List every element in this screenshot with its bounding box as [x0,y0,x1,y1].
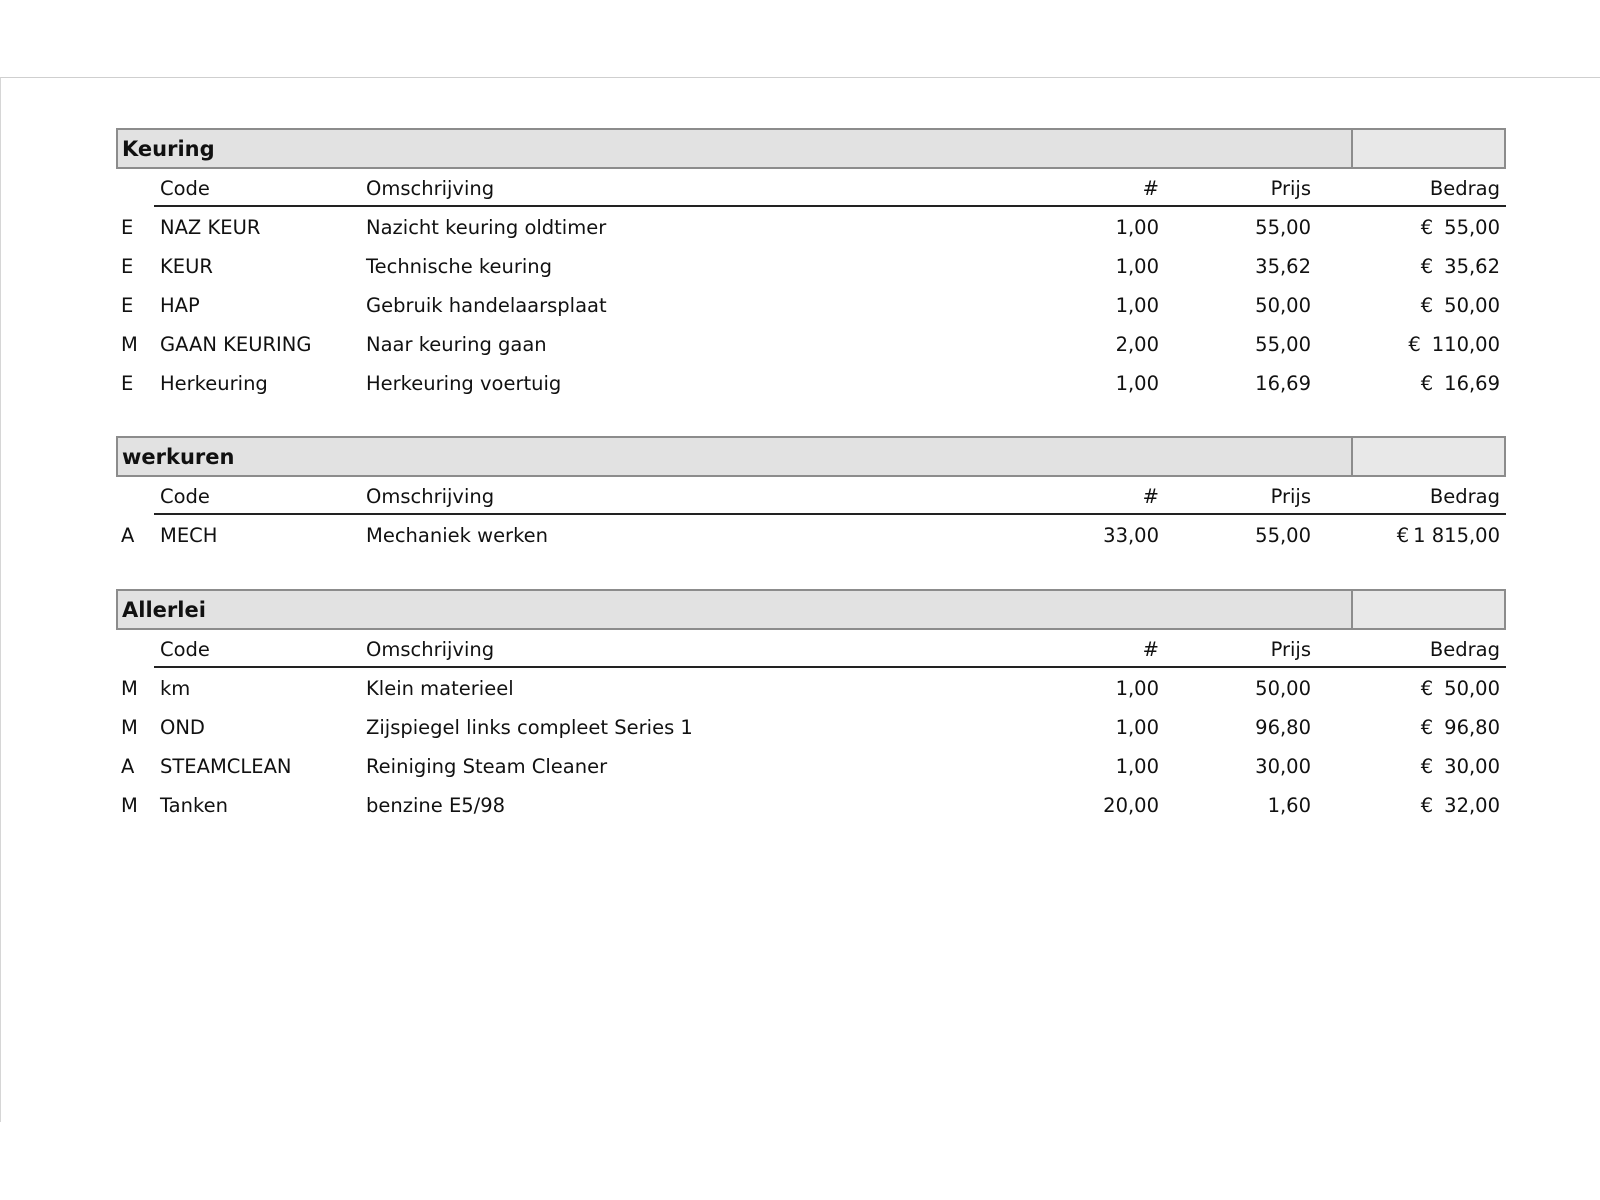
row-qty: 1,00 [1115,755,1159,778]
row-type: E [121,372,134,395]
document-page [0,77,1600,1122]
row-type: M [121,333,138,356]
column-header-row [116,477,1506,515]
amount-value: 55,00 [1444,216,1500,239]
column-header-description: Omschrijving [366,177,495,200]
section-title: werkuren [122,445,235,469]
table-row [116,246,1506,285]
row-qty: 1,00 [1115,716,1159,739]
column-header-description: Omschrijving [366,485,495,508]
row-price: 16,69 [1255,372,1311,395]
row-qty: 20,00 [1103,794,1159,817]
row-code: Tanken [160,794,228,817]
row-type: A [121,755,135,778]
table-row [116,285,1506,324]
column-header-code: Code [160,485,210,508]
row-amount [1408,333,1500,356]
row-type: A [121,524,135,547]
column-header-qty: # [1142,485,1159,508]
row-amount [1421,372,1500,395]
column-header-price: Prijs [1270,485,1311,508]
section-title: Allerlei [122,598,206,622]
row-qty: 33,00 [1103,524,1159,547]
row-type: E [121,255,134,278]
row-description: Naar keuring gaan [366,333,547,356]
table-row [116,746,1506,785]
row-price: 35,62 [1255,255,1311,278]
currency-symbol: € [1420,216,1434,239]
row-qty: 1,00 [1115,294,1159,317]
column-header-amount: Bedrag [1429,485,1500,508]
column-header-qty: # [1142,177,1159,200]
row-description: benzine E5/98 [366,794,506,817]
row-price: 30,00 [1255,755,1311,778]
row-price: 55,00 [1255,524,1311,547]
row-code: NAZ KEUR [160,216,261,239]
row-amount [1421,216,1500,239]
amount-value: 50,00 [1444,294,1500,317]
currency-symbol: € [1408,333,1421,356]
row-description: Zijspiegel links compleet Series 1 [366,716,693,739]
section-allerlei [116,589,1506,824]
row-code: STEAMCLEAN [160,755,292,778]
row-code: GAAN KEURING [160,333,312,356]
row-type: E [121,294,134,317]
row-type: M [121,716,138,739]
section-total-box [1351,591,1504,628]
amount-value: 110,00 [1431,333,1500,356]
section-header [116,436,1506,477]
column-header-code: Code [160,177,210,200]
section-title: Keuring [122,137,215,161]
table-row [116,207,1506,246]
row-code: Herkeuring [160,372,268,395]
column-header-price: Prijs [1270,177,1311,200]
row-amount [1421,677,1500,700]
amount-value: 30,00 [1444,755,1500,778]
table-row [116,363,1506,402]
currency-symbol: € [1420,716,1434,739]
column-header-row [116,169,1506,207]
row-description: Mechaniek werken [366,524,549,547]
row-amount [1421,716,1500,739]
currency-symbol: € [1420,755,1434,778]
row-description: Nazicht keuring oldtimer [366,216,607,239]
row-description: Herkeuring voertuig [366,372,562,395]
currency-symbol: € [1420,794,1434,817]
row-amount [1397,524,1500,547]
row-amount [1421,255,1500,278]
row-description: Gebruik handelaarsplaat [366,294,607,317]
row-code: KEUR [160,255,213,278]
row-code: MECH [160,524,218,547]
column-header-row [116,630,1506,668]
row-amount [1421,755,1500,778]
row-amount [1421,794,1500,817]
currency-symbol: € [1420,677,1434,700]
column-header-qty: # [1142,638,1159,661]
row-price: 50,00 [1255,294,1311,317]
row-description: Technische keuring [366,255,553,278]
row-type: M [121,677,138,700]
table-row [116,707,1506,746]
row-qty: 2,00 [1115,333,1159,356]
page-background-bottom [0,1122,1600,1200]
row-qty: 1,00 [1115,677,1159,700]
column-header-code: Code [160,638,210,661]
row-code: OND [160,716,205,739]
amount-value: 50,00 [1444,677,1500,700]
section-keuring [116,128,1506,402]
column-header-price: Prijs [1270,638,1311,661]
amount-value: 32,00 [1444,794,1500,817]
row-amount [1421,294,1500,317]
section-werkuren [116,436,1506,554]
column-header-amount: Bedrag [1429,177,1500,200]
row-qty: 1,00 [1115,255,1159,278]
row-price: 55,00 [1255,216,1311,239]
row-description: Reiniging Steam Cleaner [366,755,608,778]
table-row [116,324,1506,363]
table-row [116,785,1506,824]
row-price: 55,00 [1255,333,1311,356]
currency-symbol: € [1420,294,1434,317]
section-header [116,128,1506,169]
section-total-box [1351,438,1504,475]
row-type: M [121,794,138,817]
amount-value: 96,80 [1444,716,1500,739]
row-qty: 1,00 [1115,372,1159,395]
row-price: 96,80 [1255,716,1311,739]
amount-value: 16,69 [1444,372,1500,395]
amount-value: 35,62 [1444,255,1500,278]
section-total-box [1351,130,1504,167]
row-type: E [121,216,134,239]
row-price: 1,60 [1267,794,1311,817]
table-row [116,668,1506,707]
column-header-amount: Bedrag [1429,638,1500,661]
row-code: km [160,677,191,700]
section-header [116,589,1506,630]
currency-symbol: € [1420,372,1434,395]
column-header-description: Omschrijving [366,638,495,661]
row-price: 50,00 [1255,677,1311,700]
amount-value: 1 815,00 [1413,524,1500,547]
currency-symbol: € [1420,255,1434,278]
row-description: Klein materieel [366,677,514,700]
table-row [116,515,1506,554]
row-code: HAP [160,294,200,317]
currency-symbol: € [1396,524,1410,547]
row-qty: 1,00 [1115,216,1159,239]
